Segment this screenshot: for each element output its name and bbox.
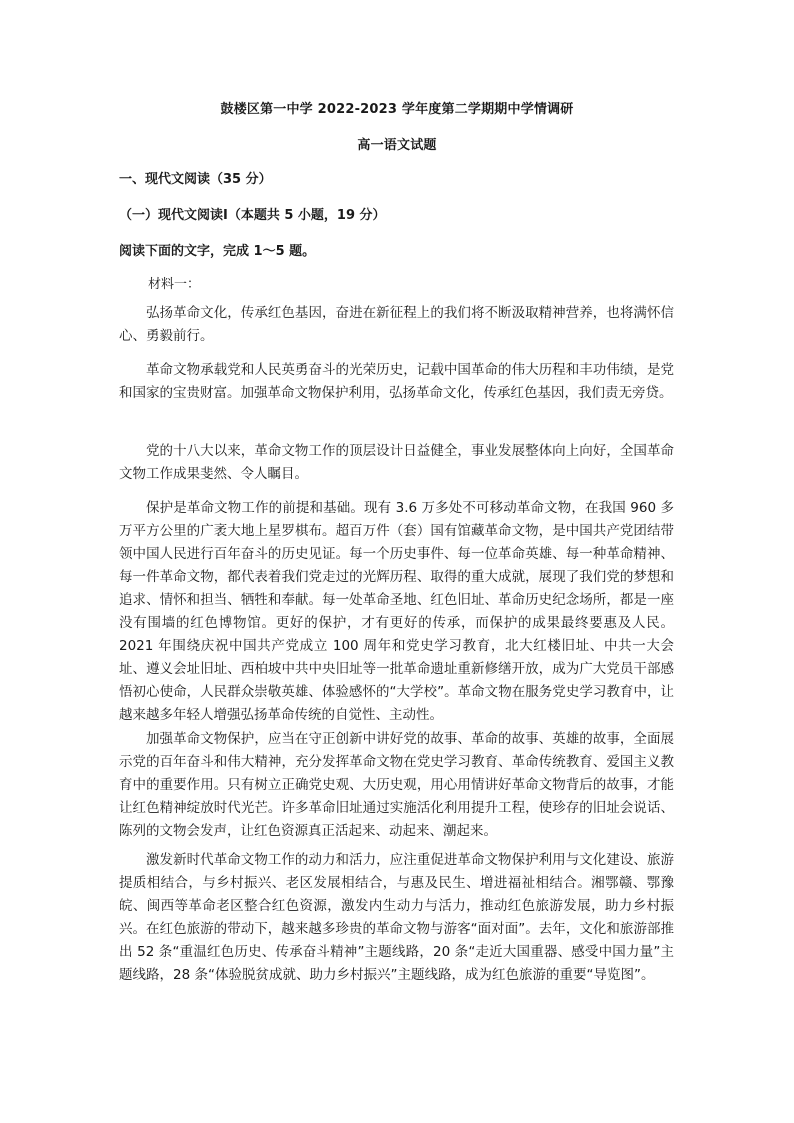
exam-title: 鼓楼区第一中学 2022-2023 学年度第二学期期中学情调研 [220,102,574,117]
paragraph: 弘扬革命文化，传承红色基因，奋进在新征程上的我们将不断汲取精神营养，也将满怀信心、勇毅前行。 [119,305,674,344]
paragraph: 革命文物承载党和人民英勇奋斗的光荣历史，记载中国革命的伟大历程和丰功伟绩，是党和国家的宝贵财富。加强革命文物保护利用，弘扬革命文化，传承红色基因，我们责无旁贷。 [119,362,674,401]
paragraph: 党的十八大以来，革命文物工作的顶层设计日益健全，事业发展整体向上向好，全国革命文物工作成果斐然、令人瞩目。 [119,443,674,482]
material-label: 材料一： [148,277,201,292]
paragraph: 激发新时代革命文物工作的动力和活力，应注重促进革命文物保护利用与文化建设、旅游提质相结合，与乡村振兴、老区发展相结合，与惠及民生、增进福祉相结合。湘鄂赣、鄂豫皖、闽西等革命老区整合红色资源，激发内生动力与活力，推动红色旅游发展，助力乡村振兴。在红色旅游的带动下，越来越多珍贵的革命文物与游客“面对面”。去年，文化和旅游部推出 52 条“重温红色历史、传承奋斗精神”主题线路，20 条“走近大国重器、感受中国力量”主题线路，28 条“体验脱贫成就、助力乡村振兴”主题线路，成为红色旅游的重要“导览图”。 [119,852,674,983]
exam-subtitle: 高一语文试题 [357,138,437,153]
section-heading: 一、现代文阅读（35 分） [119,172,272,187]
subsection-heading: （一）现代文阅读Ⅰ（本题共 5 小题，19 分） [119,208,386,223]
paragraph: 保护是革命文物工作的前提和基础。现有 3.6 万多处不可移动革命文物，在我国 960 多万平方公里的广袤大地上星罗棋布。超百万件（套）国有馆藏革命文物，是中国共产党团结带领中国人民进行百年奋斗的历史见证。每一个历史事件、每一位革命英雄、每一种革命精神、每一件革命文物，都代表着我们党走过的光辉历程、取得的重大成就，展现了我们党的梦想和追求、情怀和担当、牺牲和奉献。每一处革命圣地、红色旧址、革命历史纪念场所，都是一座没有围墙的红色博物馆。更好的保护，才有更好的传承，而保护的成果最终要惠及人民。2021 年围绕庆祝中国共产党成立 100 周年和党史学习教育，北大红楼旧址、中共一大会址、遵义会址旧址、西柏坡中共中央旧址等一批革命遗址重新修缮开放，成为广大党员干部感悟初心使命，人民群众崇敬英雄、体验感怀的“大学校”。革命文物在服务党史学习教育中，让越来越多年轻人增强弘扬革命传统的自觉性、主动性。 [119,500,674,723]
reading-instruction: 阅读下面的文字，完成 1～5 题。 [119,244,316,259]
paragraph: 加强革命文物保护，应当在守正创新中讲好党的故事、革命的故事、英雄的故事，全面展示党的百年奋斗和伟大精神，充分发挥革命文物在党史学习教育、革命传统教育、爱国主义教育中的重要作用。只有树立正确党史观、大历史观，用心用情讲好革命文物背后的故事，才能让红色精神绽放时代光芒。许多革命旧址通过实施活化利用提升工程，使珍存的旧址会说话、陈列的文物会发声，让红色资源真正活起来、动起来、潮起来。 [119,731,674,839]
